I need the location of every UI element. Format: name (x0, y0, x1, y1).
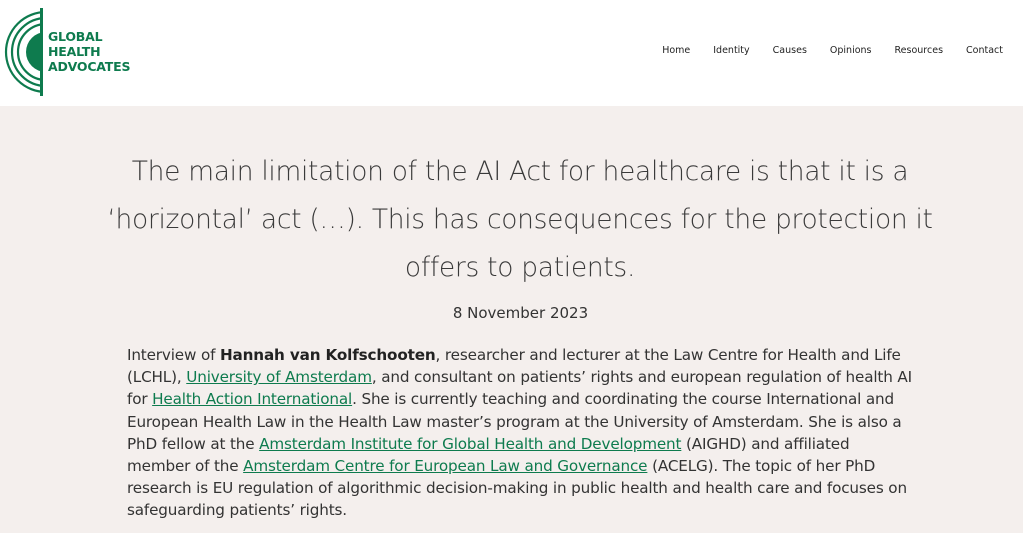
main-navigation (639, 44, 1003, 58)
logo-line-1: GLOBAL (48, 29, 103, 44)
intro-text-2: , researcher and lecturer at the Law Centre for Health and Life (LCHL), (127, 346, 901, 387)
intro-text-3: , and consultant on patients’ rights and european regulation of health AI for (127, 368, 912, 409)
site-logo[interactable] (2, 8, 142, 98)
intro-text-6: (ACELG). The topic of her PhD research is EU regulation of algorithmic decision-making in public health and health care and focuses on safeguarding patients’ rights. (127, 457, 907, 520)
logo-text (48, 29, 130, 74)
nav-item-contact[interactable]: Contact (966, 45, 1003, 56)
intro-text-1: Interview of (127, 346, 220, 364)
article-date: 8 November 2023 (452, 304, 589, 322)
article-section (0, 106, 1023, 533)
site-header (0, 0, 1023, 106)
article-quote-title: The main limitation of the AI Act for healthcare is that it is a ‘horizontal’ act (…). This has consequences for the protection it offers to patients. (107, 156, 933, 283)
nav-item-opinions[interactable]: Opinions (829, 45, 872, 56)
nav-item-home[interactable]: Home (662, 45, 691, 56)
article-intro (127, 344, 917, 522)
interviewee-name: Hannah van Kolfschooten (219, 346, 436, 364)
logo-line-2: HEALTH (48, 44, 101, 59)
link-aighd[interactable]: Amsterdam Institute for Global Health and Development (259, 434, 682, 453)
link-university-of-amsterdam[interactable]: University of Amsterdam (186, 368, 372, 387)
nav-item-resources[interactable]: Resources (894, 45, 944, 56)
nav-item-identity[interactable]: Identity (713, 45, 750, 56)
intro-text-5: (AIGHD) and affiliated member of the (127, 434, 850, 476)
intro-text-4: . She is currently teaching and coordinating the course International and European Health Law in the Health Law master’s program at the University of Amsterdam. She is also a PhD fellow at the (127, 390, 902, 453)
logo-line-3: ADVOCATES (48, 59, 131, 74)
link-health-action-international[interactable]: Health Action International (152, 390, 353, 409)
link-acelg[interactable]: Amsterdam Centre for European Law and Governance (243, 457, 648, 476)
nav-item-causes[interactable]: Causes (772, 45, 807, 56)
